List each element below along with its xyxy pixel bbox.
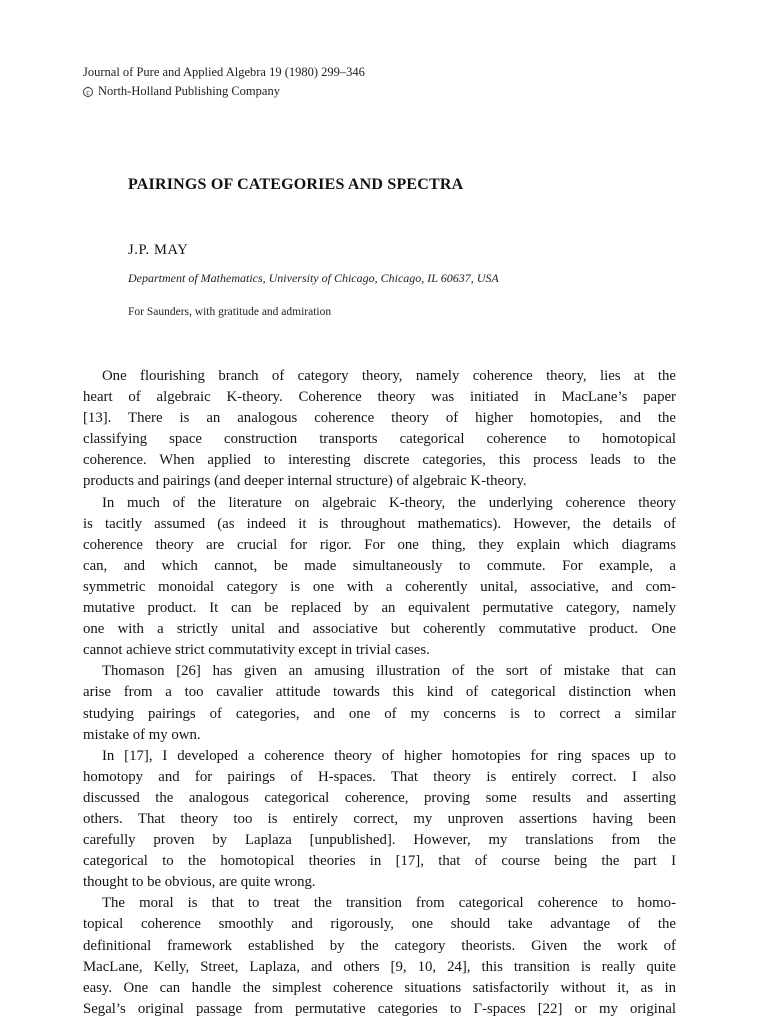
- body-line: arise from a too cavalier attitude towards this kind of categorical distinction when: [83, 684, 676, 701]
- publisher-name: North-Holland Publishing Company: [98, 84, 280, 98]
- body-line: coherence. When applied to interesting discrete categories, this process leads to the: [83, 452, 676, 469]
- body-text: [83, 366, 676, 1020]
- author-name: J.P. MAY: [128, 242, 189, 258]
- journal-citation: Journal of Pure and Applied Algebra 19 (1980) 299–346: [83, 65, 365, 79]
- body-line: thought to be obvious, are quite wrong.: [83, 874, 316, 891]
- author-affiliation: Department of Mathematics, University of Chicago, Chicago, IL 60637, USA: [128, 271, 499, 285]
- body-line: easy. One can handle the simplest coherence situations satisfactorily without it, as in: [83, 979, 676, 996]
- body-line: can, and which cannot, be made simultaneously to commute. For example, a: [83, 557, 676, 574]
- paper-title: PAIRINGS OF CATEGORIES AND SPECTRA: [128, 176, 464, 193]
- body-line: discussed the analogous categorical coherence, proving some results and asserting: [83, 789, 676, 806]
- body-line: cannot achieve strict commutativity except in trivial cases.: [83, 642, 430, 659]
- body-line: carefully proven by Laplaza [unpublished]. However, my translations from the: [83, 832, 676, 849]
- body-line: mistake of my own.: [83, 726, 201, 743]
- publisher-line: [83, 82, 365, 101]
- journal-header: [83, 63, 365, 101]
- body-line: studying pairings of categories, and one of my concerns is to correct a similar: [83, 705, 676, 722]
- dedication: For Saunders, with gratitude and admiration: [128, 306, 332, 318]
- body-line: In much of the literature on algebraic K-theory, the underlying coherence theory: [102, 494, 676, 511]
- body-line: coherence theory are crucial for rigor. For one thing, they explain which diagrams: [83, 536, 676, 553]
- body-line: products and pairings (and deeper internal structure) of algebraic K-theory.: [83, 473, 527, 490]
- body-line: mutative product. It can be replaced by an equivalent permutative category, namely: [83, 600, 676, 617]
- body-line: one with a strictly unital and associative but coherently commutative product. One: [83, 621, 676, 638]
- body-line: is tacitly assumed (as indeed it is throughout mathematics). However, the details of: [83, 515, 676, 532]
- body-line: The moral is that to treat the transition from categorical coherence to homo-: [102, 895, 676, 912]
- body-line: homotopy and for pairings of H-spaces. That theory is entirely correct. I also: [83, 768, 676, 785]
- body-line: [13]. There is an analogous coherence theory of higher homotopies, and the: [83, 410, 676, 427]
- body-line: Segal’s original passage from permutative categories to Γ-spaces [22] or my original: [83, 1000, 676, 1017]
- body-line: others. That theory too is entirely correct, my unproven assertions having been: [83, 810, 676, 827]
- body-line: symmetric monoidal category is one with a coherently unital, associative, and com-: [83, 578, 676, 595]
- body-line: MacLane, Kelly, Street, Laplaza, and others [9, 10, 24], this transition is really quite: [83, 958, 676, 975]
- body-line: Thomason [26] has given an amusing illustration of the sort of mistake that can: [102, 663, 676, 680]
- body-line: heart of algebraic K-theory. Coherence theory was initiated in MacLane’s paper: [83, 389, 676, 406]
- body-line: In [17], I developed a coherence theory of higher homotopies for ring spaces up to: [102, 747, 676, 764]
- body-line: classifying space construction transports categorical coherence to homotopical: [83, 431, 676, 448]
- body-line: definitional framework established by the category theorists. Given the work of: [83, 937, 676, 954]
- copyright-icon: c: [83, 87, 93, 97]
- body-line: categorical to the homotopical theories in [17], that of course being the part I: [83, 853, 676, 870]
- body-line: One flourishing branch of category theory, namely coherence theory, lies at the: [102, 368, 676, 384]
- body-line: topical coherence smoothly and rigorously, one should take advantage of the: [83, 916, 676, 933]
